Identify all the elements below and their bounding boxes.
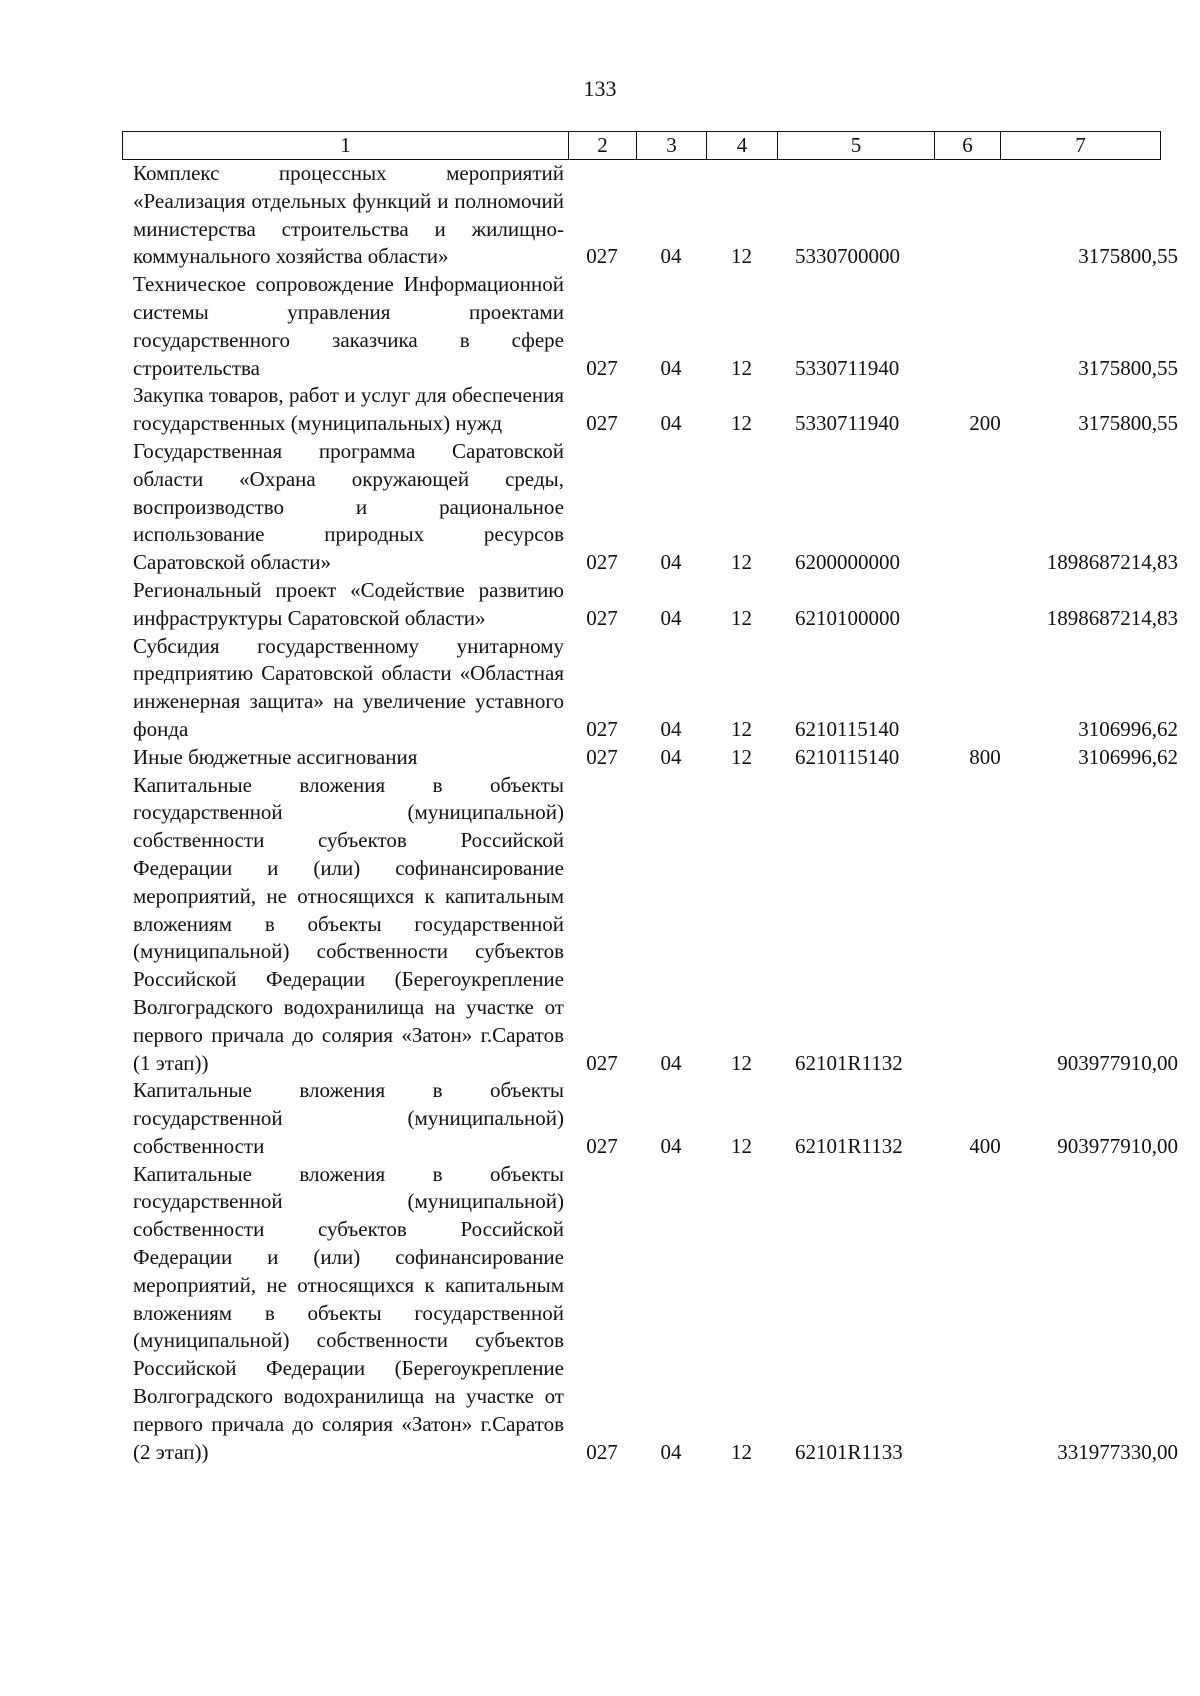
row-c7: 1898687214,83 xyxy=(1046,550,1178,575)
row-c2: 027 xyxy=(586,355,618,380)
row-c4: 12 xyxy=(731,355,752,380)
row-name: Капитальные вложения в объекты государственной (муниципальной) собственности xyxy=(133,1078,564,1158)
row-c6 xyxy=(952,772,1018,1078)
row-c7: 331977330,00 xyxy=(1057,1439,1178,1464)
row-c5: 62101R1132 xyxy=(795,1050,903,1075)
row-c2: 027 xyxy=(586,1133,618,1158)
table-row xyxy=(122,1161,1186,1467)
row-c4: 12 xyxy=(731,244,752,269)
row-c3: 04 xyxy=(660,744,682,769)
row-name: Субсидия государственному унитарному предприятию Саратовской области «Областная инженерная защита» на увеличение уставного фонда xyxy=(133,633,564,741)
row-name: Капитальные вложения в объекты государственной (муниципальной) собственности субъектов Российской Федерации и (или) софинансирование мероприятий, не относящихся к капитальным вложениям в объекты государственной (муниципальной) собственности субъектов Российской Федерации (Берегоукрепление Волгоградского водохранилища на участке от первого причала до солярия «Затон» г.Саратов (1 этап)) xyxy=(133,772,564,1075)
table-row xyxy=(122,772,1186,1078)
row-c4: 12 xyxy=(731,1050,752,1075)
row-c4: 12 xyxy=(731,605,752,630)
row-name: Региональный проект «Содействие развитию инфраструктуры Саратовской области» xyxy=(133,577,564,630)
table-row xyxy=(122,744,1186,772)
row-c5: 6210115140 xyxy=(795,744,900,769)
row-c3: 04 xyxy=(660,1439,682,1464)
row-c3: 04 xyxy=(660,1133,682,1158)
row-c6 xyxy=(952,271,1018,382)
row-c4: 12 xyxy=(731,1133,752,1158)
table-row xyxy=(122,1077,1186,1160)
row-c4: 12 xyxy=(731,550,752,575)
row-c6 xyxy=(952,577,1018,633)
row-c7: 3106996,62 xyxy=(1078,744,1178,769)
table-row xyxy=(122,382,1186,438)
row-c7: 903977910,00 xyxy=(1057,1050,1178,1075)
row-c4: 12 xyxy=(731,716,752,741)
row-c5: 62101R1132 xyxy=(795,1133,903,1158)
row-c7: 3175800,55 xyxy=(1078,411,1178,436)
row-c7: 3175800,55 xyxy=(1078,244,1178,269)
row-c5: 62101R1133 xyxy=(795,1439,903,1464)
row-c6 xyxy=(952,1161,1018,1467)
row-c5: 6200000000 xyxy=(795,550,900,575)
row-c4: 12 xyxy=(731,411,752,436)
header-col-3: 3 xyxy=(637,132,707,160)
row-name: Закупка товаров, работ и услуг для обеспечения государственных (муниципальных) нужд xyxy=(133,383,564,436)
row-name: Государственная программа Саратовской области «Охрана окружающей среды, воспроизводство и рациональное использование природных ресурсов Саратовской области» xyxy=(133,438,564,575)
row-c4: 12 xyxy=(731,1439,752,1464)
budget-table xyxy=(122,160,1186,1466)
row-c2: 027 xyxy=(586,605,618,630)
table-row xyxy=(122,633,1186,744)
row-c2: 027 xyxy=(586,1050,618,1075)
row-c2: 027 xyxy=(586,550,618,575)
table-row xyxy=(122,577,1186,633)
row-c3: 04 xyxy=(660,355,682,380)
row-c2: 027 xyxy=(586,744,618,769)
row-c6: 800 xyxy=(969,744,1001,769)
row-c5: 5330711940 xyxy=(795,411,900,436)
row-c3: 04 xyxy=(660,244,682,269)
row-c7: 1898687214,83 xyxy=(1046,605,1178,630)
row-c6 xyxy=(952,633,1018,744)
row-c6 xyxy=(952,438,1018,577)
row-c2: 027 xyxy=(586,1439,618,1464)
row-c4: 12 xyxy=(731,744,752,769)
row-c2: 027 xyxy=(586,716,618,741)
row-c7: 3106996,62 xyxy=(1078,716,1178,741)
header-col-7: 7 xyxy=(1001,132,1161,160)
row-name: Техническое сопровождение Информационной системы управления проектами государственного заказчика в сфере строительства xyxy=(133,272,564,380)
table-row xyxy=(122,160,1186,271)
header-col-1: 1 xyxy=(123,132,569,160)
table-row xyxy=(122,271,1186,382)
row-c3: 04 xyxy=(660,716,682,741)
header-col-4: 4 xyxy=(707,132,778,160)
row-c2: 027 xyxy=(586,411,618,436)
row-c7: 903977910,00 xyxy=(1057,1133,1178,1158)
row-c5: 5330711940 xyxy=(795,355,900,380)
row-c7: 3175800,55 xyxy=(1078,355,1178,380)
row-c2: 027 xyxy=(586,244,618,269)
row-name: Капитальные вложения в объекты государственной (муниципальной) собственности субъектов Российской Федерации и (или) софинансирование мероприятий, не относящихся к капитальным вложениям в объекты государственной (муниципальной) собственности субъектов Российской Федерации (Берегоукрепление Волгоградского водохранилища на участке от первого причала до солярия «Затон» г.Саратов (2 этап)) xyxy=(133,1161,564,1464)
row-name: Иные бюджетные ассигнования xyxy=(133,744,418,769)
header-col-5: 5 xyxy=(778,132,935,160)
header-col-6: 6 xyxy=(935,132,1001,160)
row-c5: 6210115140 xyxy=(795,716,900,741)
row-c6: 400 xyxy=(969,1133,1001,1158)
row-c3: 04 xyxy=(660,550,682,575)
row-c5: 6210100000 xyxy=(795,605,900,630)
row-c5: 5330700000 xyxy=(795,244,900,269)
row-c6 xyxy=(952,160,1018,271)
table-row xyxy=(122,438,1186,577)
row-c6: 200 xyxy=(969,411,1001,436)
row-name: Комплекс процессных мероприятий «Реализация отдельных функций и полномочий министерства строительства и жилищно-коммунального хозяйства области» xyxy=(133,161,564,269)
row-c3: 04 xyxy=(660,605,682,630)
table-header xyxy=(122,131,1161,160)
row-c3: 04 xyxy=(660,1050,682,1075)
row-c3: 04 xyxy=(660,411,682,436)
page-number: 133 xyxy=(583,76,617,101)
header-col-2: 2 xyxy=(569,132,637,160)
